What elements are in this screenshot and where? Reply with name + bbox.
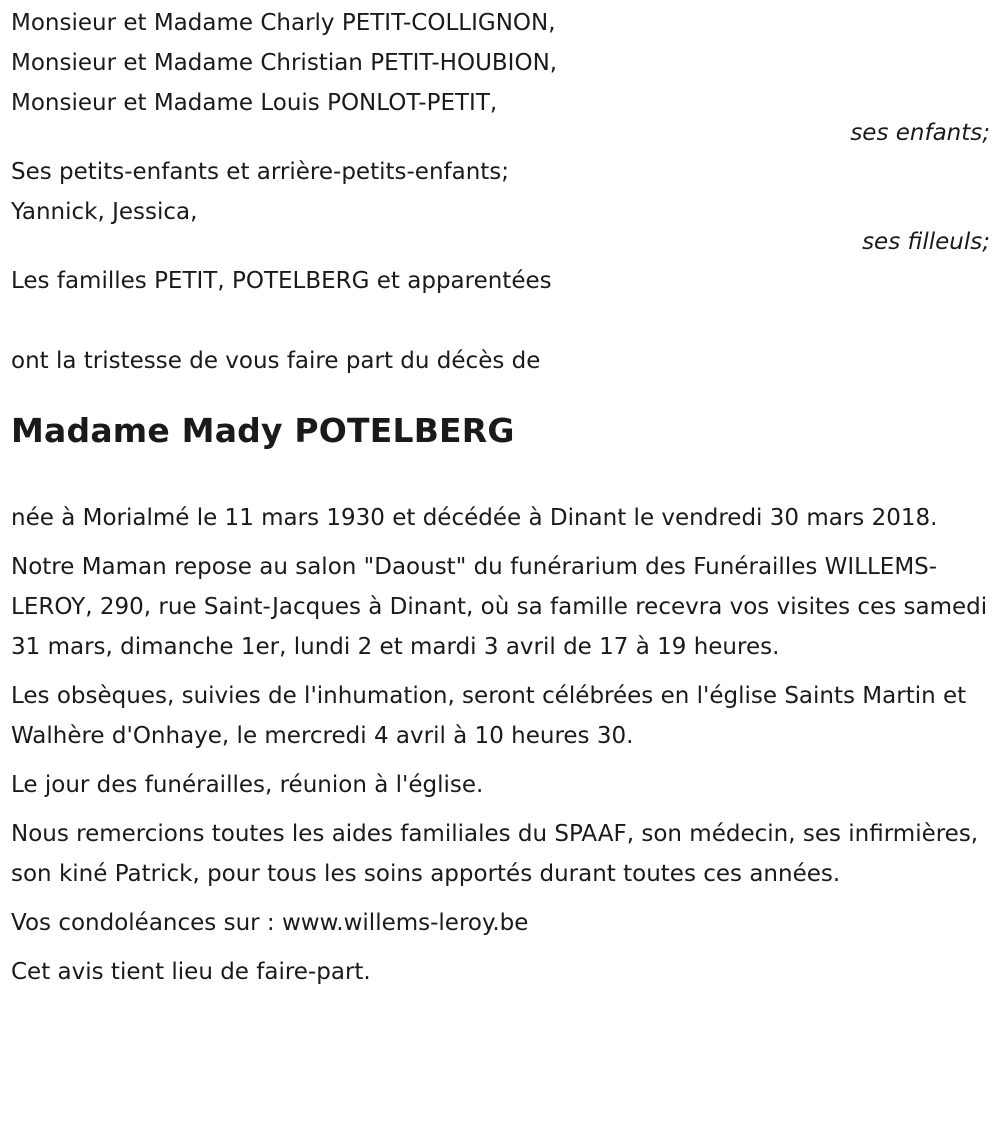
families-line: Les familles PETIT, POTELBERG et apparentées — [11, 268, 552, 294]
notice-paragraph: Cet avis tient lieu de faire-part. — [11, 959, 371, 985]
grandchildren-line: Ses petits-enfants et arrière-petits-enfants; — [11, 159, 510, 185]
birth-death-paragraph: née à Morialmé le 11 mars 1930 et décédée à Dinant le vendredi 30 mars 2018. — [11, 505, 938, 531]
child-couple-1: Monsieur et Madame Charly PETIT-COLLIGNON, — [11, 10, 556, 36]
child-couple-2: Monsieur et Madame Christian PETIT-HOUBION, — [11, 50, 558, 76]
deceased-name: Madame Mady POTELBERG — [11, 411, 515, 450]
thanks-paragraph: Nous remercions toutes les aides familiales du SPAAF, son médecin, ses infirmières, son kiné Patrick, pour tous les soins apportés durant toutes ces années. — [11, 821, 979, 887]
child-couple-3: Monsieur et Madame Louis PONLOT-PETIT, — [11, 90, 498, 116]
godchildren-role: ses filleuls; — [862, 229, 990, 255]
children-list — [11, 3, 990, 146]
funeral-paragraph: Les obsèques, suivies de l'inhumation, seront célébrées en l'église Saints Martin et Walhère d'Onhaye, le mercredi 4 avril à 10 heures 30. — [11, 683, 967, 749]
meeting-paragraph: Le jour des funérailles, réunion à l'église. — [11, 772, 484, 798]
grandchildren-block — [11, 152, 990, 255]
visitation-paragraph: Notre Maman repose au salon "Daoust" du funérarium des Funérailles WILLEMS-LEROY, 290, rue Saint-Jacques à Dinant, où sa famille recevra vos visites ces samedi 31 mars, dimanche 1er, lundi 2 et mardi 3 avril de 17 à 19 heures. — [11, 554, 988, 660]
children-role: ses enfants; — [850, 120, 990, 146]
condolences-paragraph: Vos condoléances sur : www.willems-leroy.be — [11, 910, 529, 936]
godchildren-line: Yannick, Jessica, — [11, 199, 198, 225]
notice-body — [11, 498, 990, 992]
announcement-line: ont la tristesse de vous faire part du décès de — [11, 348, 541, 374]
